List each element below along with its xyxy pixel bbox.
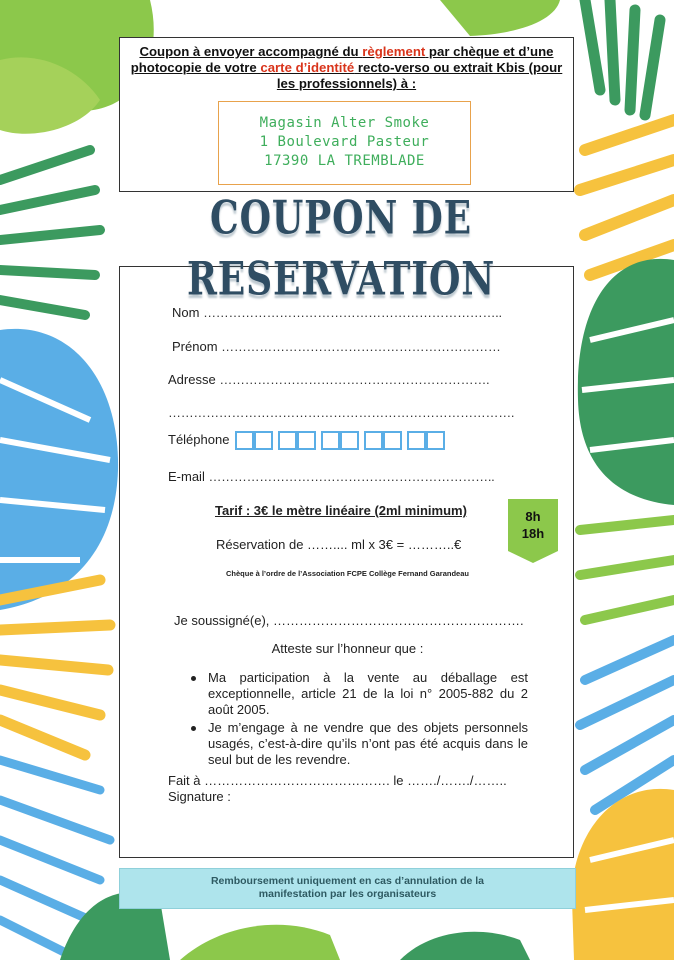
attestation-list [188, 670, 528, 770]
fait-a-field[interactable]: Fait à ……………………………………. le ……./……./…….. [168, 773, 507, 788]
reservation-field[interactable]: Réservation de …….... ml x 3€ = ………..€ [216, 537, 462, 552]
time-badge [508, 499, 558, 563]
prenom-label: Prénom [172, 339, 218, 354]
adresse-field[interactable]: ………………………………………………………. [219, 372, 490, 387]
refund-note [119, 868, 576, 909]
leaf-green-top-right [440, 0, 560, 36]
phone-digit-box[interactable] [426, 431, 445, 450]
phone-digit-box[interactable] [383, 431, 402, 450]
instruction-red1: règlement [362, 44, 426, 59]
phone-digit-box[interactable] [364, 431, 383, 450]
phone-digit-box[interactable] [254, 431, 273, 450]
palm-right-blue [580, 640, 674, 810]
adresse-row-2 [168, 405, 514, 420]
atteste-text: Atteste sur l’honneur que : [271, 641, 424, 656]
adresse-label: Adresse [168, 372, 216, 387]
address-line3: 17390 LA TREMBLADE [264, 153, 425, 169]
leaf-green-bottom-center-2 [400, 932, 530, 960]
phone-digit-box[interactable] [407, 431, 426, 450]
leaf-green-bottom-center [180, 925, 340, 960]
signature-field[interactable]: Signature : [168, 789, 231, 804]
phone-digit-box[interactable] [340, 431, 359, 450]
telephone-row [168, 431, 445, 450]
page-title: COUPON DE RESERVATION [186, 191, 496, 307]
leaf-yellow-bottom-right [572, 789, 674, 960]
palm-left-dark [0, 150, 100, 315]
instruction-box [119, 37, 574, 192]
leaf-blue-left [0, 329, 118, 610]
attestation-item: Je m’engage à ne vendre que des objets personnels usagés, c’est-à-dire qu’ils n’ont pas été acquis dans le seul but de les revendre. [188, 720, 528, 768]
instruction-part1: Coupon à envoyer accompagné du [139, 44, 363, 59]
instruction-part2: par chèque et d’une photocopie de votre [130, 44, 554, 75]
address-line1: Magasin Alter Smoke [259, 115, 430, 131]
telephone-label: Téléphone [168, 431, 230, 447]
prenom-field[interactable]: ………………………………………………………… [221, 339, 501, 354]
refund-line1: Remboursement uniquement en cas d’annulation de la [210, 875, 485, 887]
phone-digit-box[interactable] [297, 431, 316, 450]
time-start: 8h [525, 509, 541, 524]
prenom-row [172, 339, 501, 354]
soussigne-field[interactable]: Je soussigné(e), …………………………………………………. [174, 613, 524, 628]
address-line2: 1 Boulevard Pasteur [259, 134, 430, 150]
tarif-text: Tarif : 3€ le mètre linéaire (2ml minimum) [215, 503, 467, 518]
telephone-field[interactable] [235, 431, 445, 450]
time-end: 18h [521, 526, 545, 541]
refund-line2: manifestation par les organisateurs [258, 888, 437, 900]
email-label: E-mail [168, 469, 205, 484]
palm-right-top [585, 0, 660, 115]
cheque-text: Chèque à l’ordre de l’Association FCPE Collège Fernand Garandeau [226, 569, 469, 578]
phone-digit-box[interactable] [321, 431, 340, 450]
attestation-item: Ma participation à la vente au déballage est exceptionnelle, article 21 de la loi n° 2005-882 du 2 août 2005. [188, 670, 528, 718]
phone-digit-box[interactable] [235, 431, 254, 450]
instruction-red2: carte d’identité [260, 60, 355, 75]
instruction-part3: recto-verso ou extrait Kbis (pour les professionnels) à : [276, 60, 563, 91]
nom-field[interactable]: …………………………………………………………….. [203, 305, 502, 320]
palm-right-yellow [580, 120, 674, 275]
address-box [218, 101, 471, 185]
phone-digit-box[interactable] [278, 431, 297, 450]
adresse-row [168, 372, 489, 387]
nom-label: Nom [172, 305, 200, 320]
reservation-form [119, 266, 574, 858]
palm-right-lightgreen [580, 520, 674, 620]
instruction-text [130, 44, 563, 92]
adresse-field-line2[interactable]: ………………………………………………………………………. [168, 405, 515, 420]
email-field[interactable]: ………………………………………………………….. [208, 469, 495, 484]
email-row [168, 469, 495, 484]
